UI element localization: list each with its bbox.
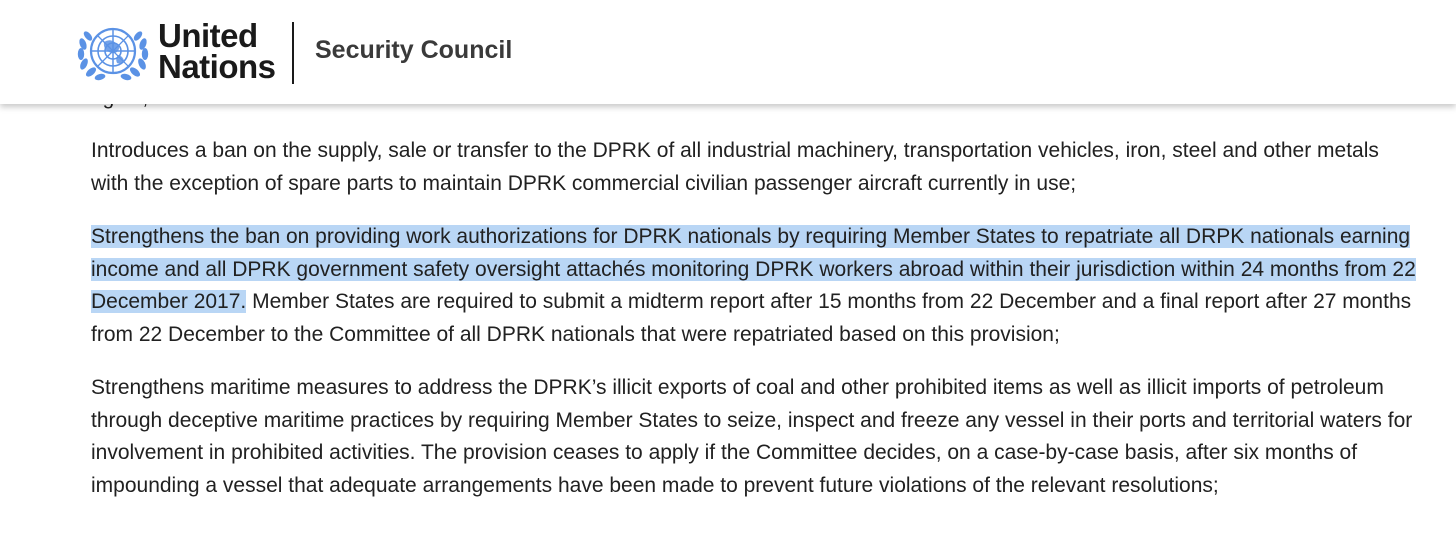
site-header [0,0,1456,104]
paragraph-industrial-ban: Introduces a ban on the supply, sale or transfer to the DPRK of all industrial machinery, transportation vehicles, iron, steel and other metals with the exception of spare parts to maintain DPRK commercial civilian passenger aircraft currently in use; [91,139,1379,195]
header-divider [292,22,294,84]
paragraph-rest: Member States are required to submit a midterm report after 15 months from 22 December and a final report after 27 months from 22 December to the Committee of all DPRK nationals that were repatriated based on this provision; [91,290,1412,346]
org-line-1: United [158,17,258,54]
paragraph-maritime-measures: Strengthens maritime measures to address the DPRK’s illicit exports of coal and other prohibited items as well as illicit imports of petroleum through deceptive maritime practices by requiring Member States to seize, inspect and freeze any vessel in their ports and territorial waters for involvement in prohibited activities. The provision ceases to apply if the Committee decides, on a case-by-case basis, after six months of impounding a vessel that adequate arrangements have been made to prevent future violations of the relevant resolutions; [91,376,1413,497]
article-body [91,82,1421,523]
section-title[interactable]: Security Council [315,36,513,64]
un-emblem-icon[interactable] [74,22,152,84]
org-line-2: Nations [158,48,276,85]
org-wordmark[interactable] [158,17,276,85]
text-selection[interactable]: Strengthens the ban on providing work authorizations for DPRK nationals by requiring Member States to repatriate all DRPK nationals earning income and all DPRK government safety oversight attachés monitoring DPRK workers abroad within their jurisdiction within 24 months from 22 December 2017. [91,225,1416,313]
paragraph-work-authorizations [91,221,1421,351]
